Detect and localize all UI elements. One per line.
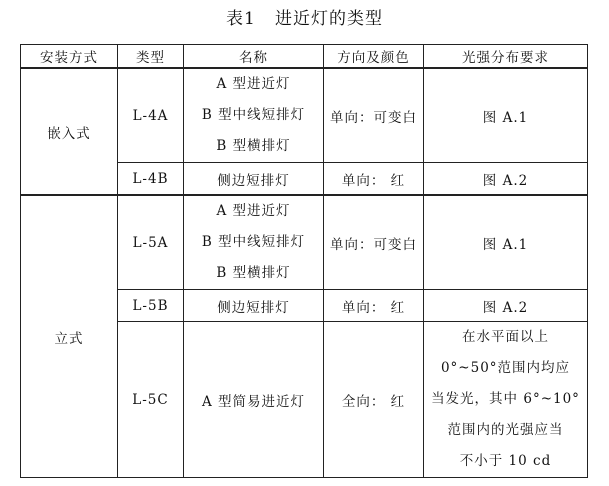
table-row: [21, 68, 588, 163]
direction-cell: 单向：可变白: [324, 68, 424, 163]
name-cell: A 型简易进近灯: [184, 322, 324, 478]
header-direction-color: 方向及颜色: [324, 45, 424, 69]
type-cell: L-5A: [118, 195, 184, 290]
type-cell: L-5B: [118, 290, 184, 322]
install-cell: 立式: [21, 195, 118, 478]
direction-cell: 单向：可变白: [324, 195, 424, 290]
requirement-line: 范围内的光强应当: [447, 422, 564, 438]
name-cell: [184, 68, 324, 163]
requirement-cell: 图 A.2: [424, 290, 588, 322]
header-name: 名称: [184, 45, 324, 69]
requirement-cell: 图 A.1: [424, 68, 588, 163]
header-row: [21, 45, 588, 69]
name-cell: 侧边短排灯: [184, 163, 324, 196]
name-cell: [184, 195, 324, 290]
table-title: 表1 进近灯的类型: [225, 9, 384, 29]
name-line: A 型进近灯: [216, 203, 291, 219]
requirement-line: 0°~50°范围内均应: [440, 360, 571, 376]
header-install: 安装方式: [21, 45, 118, 69]
requirement-cell: [424, 322, 588, 478]
requirement-cell: 图 A.1: [424, 195, 588, 290]
name-cell: 侧边短排灯: [184, 290, 324, 322]
requirement-line: 当发光，其中 6°~10°: [431, 391, 580, 407]
requirement-line: 不小于 10 cd: [459, 453, 552, 469]
header-intensity-requirement: 光强分布要求: [424, 45, 588, 69]
name-line: A 型进近灯: [216, 76, 291, 92]
requirement-line: 在水平面以上: [462, 329, 549, 345]
type-cell: L-4A: [118, 68, 184, 163]
table-row: [21, 195, 588, 290]
type-cell: L-5C: [118, 322, 184, 478]
direction-cell: 单向： 红: [324, 163, 424, 196]
name-line: B 型横排灯: [216, 138, 291, 154]
name-line: B 型中线短排灯: [201, 234, 306, 250]
name-line: B 型横排灯: [216, 265, 291, 281]
direction-cell: 全向： 红: [324, 322, 424, 478]
requirement-cell: 图 A.2: [424, 163, 588, 196]
direction-cell: 单向： 红: [324, 290, 424, 322]
install-cell: 嵌入式: [21, 68, 118, 195]
header-type: 类型: [118, 45, 184, 69]
type-cell: L-4B: [118, 163, 184, 196]
lamp-types-table: [20, 44, 588, 478]
name-line: B 型中线短排灯: [201, 107, 306, 123]
